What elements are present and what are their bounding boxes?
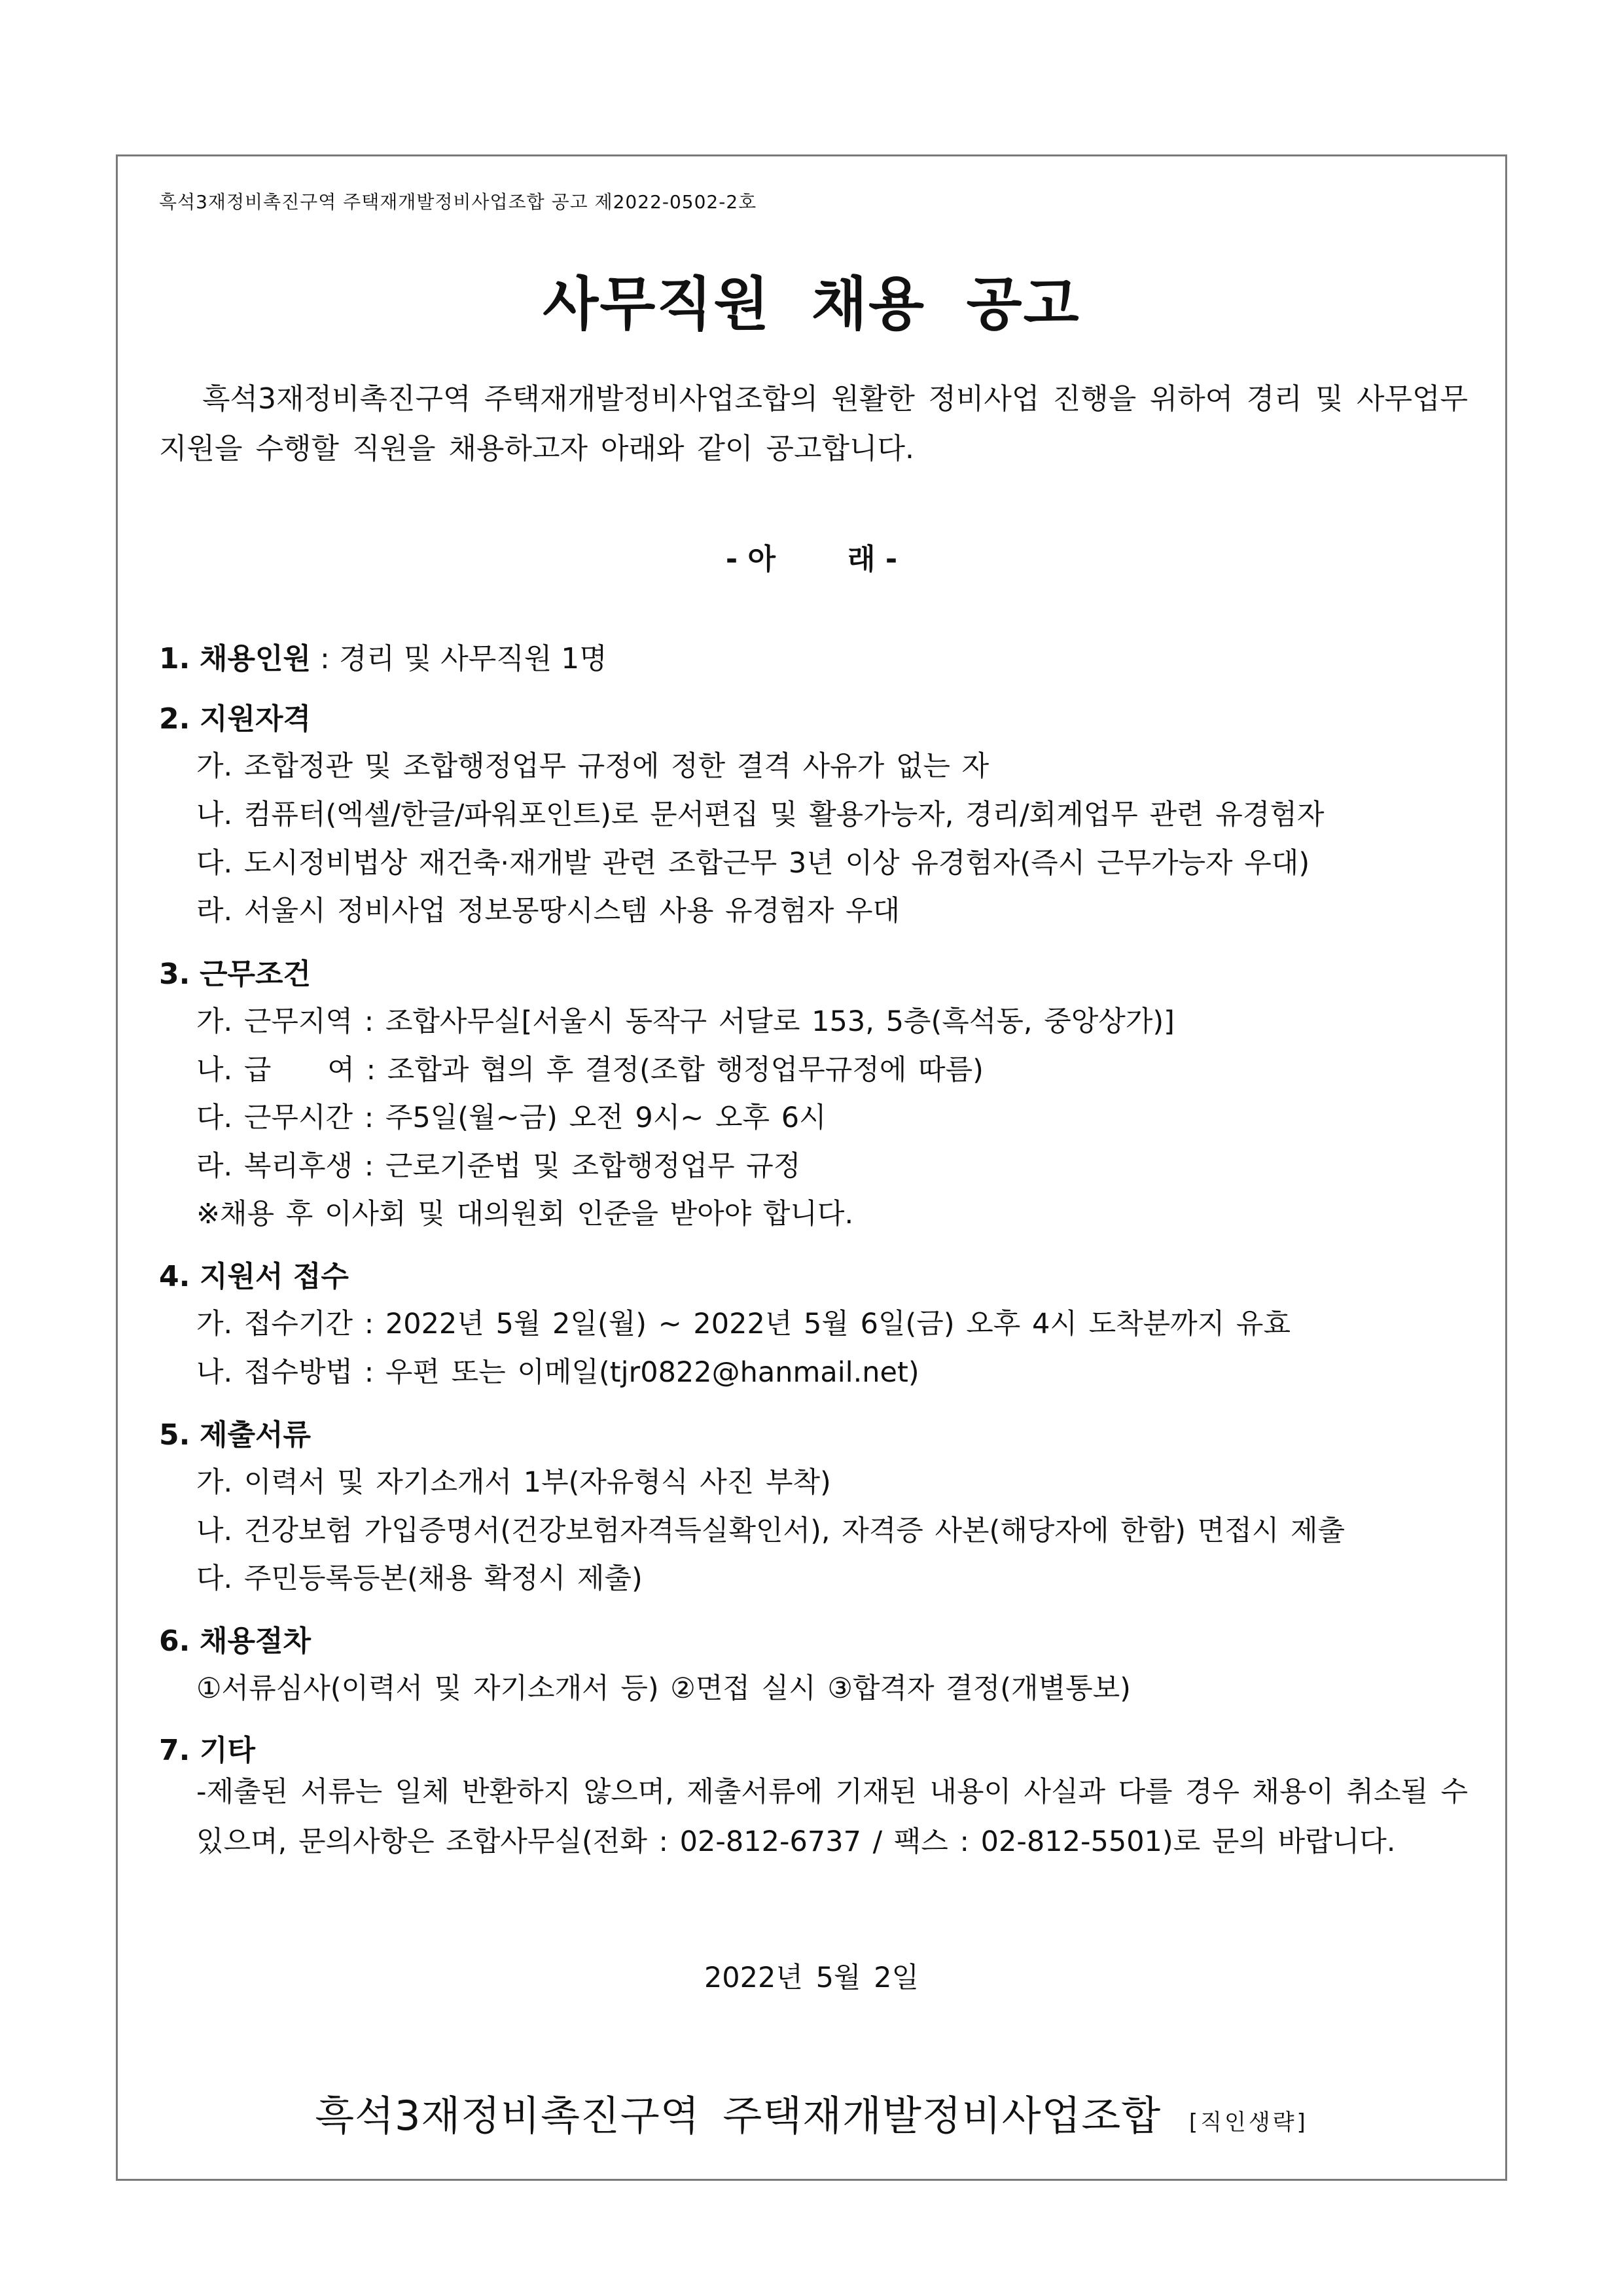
section-number: 6. [159, 1624, 190, 1658]
section-1-value: : 경리 및 사무직원 1명 [311, 642, 607, 675]
section-5-heading [159, 1411, 311, 1453]
section-number: 4. [159, 1260, 190, 1293]
list-item: 라. 복리후생 : 근로기준법 및 조합행정업무 규정 [196, 1150, 801, 1183]
organization-name: 흑석3재정비촉진구역 주택재개발정비사업조합 [315, 2092, 1162, 2140]
list-item: 가. 이력서 및 자기소개서 1부(자유형식 사진 부착) [196, 1466, 831, 1499]
arae-left: - 아 [725, 543, 776, 576]
section-3-heading [159, 950, 311, 992]
section-title: 채용절차 [200, 1624, 312, 1658]
notice-date: 2022년 5월 2일 [704, 1962, 919, 1994]
page-title: 사무직원 채용 공고 [543, 270, 1080, 338]
section-title: 지원서 접수 [200, 1260, 349, 1293]
section-4-heading [159, 1253, 349, 1295]
section-title: 제출서류 [200, 1418, 312, 1452]
section-number: 5. [159, 1418, 190, 1452]
arae-right: 래 - [847, 543, 898, 576]
section-7-text: -제출된 서류는 일체 반환하지 않으며, 제출서류에 기재된 내용이 사실과 다를 경우 채용이 취소될 수 있으며, 문의사항은 조합사무실(전화 : 02-812-6737 / 팩스 : 02-812-5501)로 문의 바랍니다. [196, 1776, 1468, 1858]
arae-divider [0, 535, 1623, 577]
list-item: 나. 건강보험 가입증명서(건강보험자격득실확인서), 자격증 사본(해당자에 한함) 면접시 제출 [196, 1515, 1346, 1547]
section-title: 채용인원 [200, 642, 312, 675]
list-item: 다. 근무시간 : 주5일(월~금) 오전 9시~ 오후 6시 [196, 1102, 827, 1134]
list-item: 나. 급 여 : 조합과 협의 후 결정(조합 행정업무규정에 따름) [196, 1054, 984, 1086]
section-6-heading [159, 1617, 311, 1659]
list-item: 나. 접수방법 : 우편 또는 이메일(tjr0822@hanmail.net) [196, 1356, 919, 1389]
list-item: 가. 접수기간 : 2022년 5월 2일(월) ~ 2022년 5월 6일(금) 오후 4시 도착분까지 유효 [196, 1308, 1291, 1340]
section-2-heading [159, 695, 311, 737]
list-item: 다. 주민등록등본(채용 확정시 제출) [196, 1562, 643, 1595]
list-item: 다. 도시정비법상 재건축·재개발 관련 조합근무 3년 이상 유경험자(즉시 근무가능자 우대) [196, 847, 1310, 880]
list-item: ※채용 후 이사회 및 대의원회 인준을 받아야 합니다. [196, 1198, 854, 1230]
list-item: 라. 서울시 정비사업 정보몽땅시스템 사용 유경험자 우대 [196, 895, 901, 927]
list-item: ①서류심사(이력서 및 자기소개서 등) ②면접 실시 ③합격자 결정(개별통보) [196, 1672, 1131, 1705]
section-number: 2. [159, 702, 190, 736]
section-number: 7. [159, 1734, 190, 1767]
seal-note: [직인생략] [1188, 2109, 1308, 2136]
section-title: 근무조건 [200, 958, 312, 991]
organization-signature [0, 2083, 1623, 2142]
list-item: 나. 컴퓨터(엑셀/한글/파워포인트)로 문서편집 및 활용가능자, 경리/회계업무 관련 유경험자 [196, 798, 1325, 831]
notice-number: 흑석3재정비촉진구역 주택재개발정비사업조합 공고 제2022-0502-2호 [159, 191, 757, 213]
intro-paragraph: 흑석3재정비촉진구역 주택재개발정비사업조합의 원활한 정비사업 진행을 위하여 경리 및 사무업무 지원을 수행할 직원을 채용하고자 아래와 같이 공고합니다. [159, 382, 1468, 465]
list-item: 가. 조합정관 및 조합행정업무 규정에 정한 결격 사유가 없는 자 [196, 750, 990, 783]
section-number: 1. [159, 642, 190, 675]
section-title: 지원자격 [200, 702, 312, 736]
section-title: 기타 [200, 1734, 256, 1767]
list-item: 가. 근무지역 : 조합사무실[서울시 동작구 서달로 153, 5층(흑석동, 중앙상가)] [196, 1005, 1175, 1038]
section-number: 3. [159, 958, 190, 991]
section-7-heading [159, 1727, 255, 1768]
section-1-heading [159, 635, 607, 677]
